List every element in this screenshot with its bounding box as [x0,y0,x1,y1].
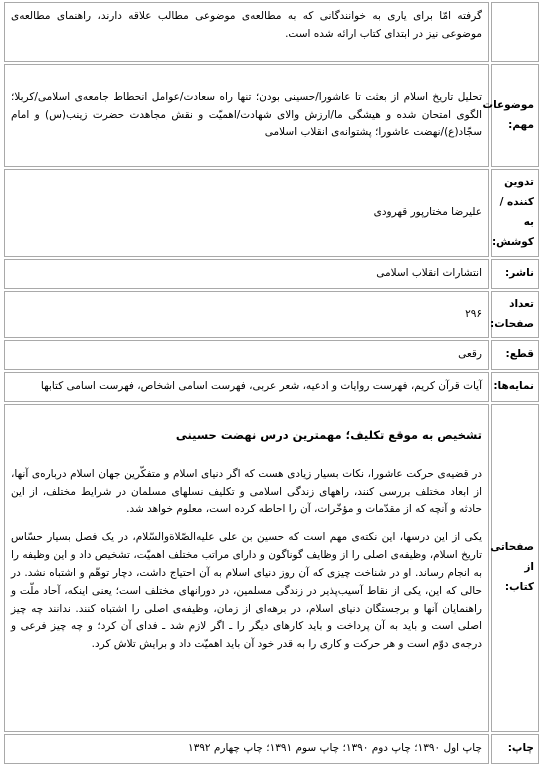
intro-row [4,2,539,62]
editions-row [4,734,539,764]
intro-text: گرفته امّا برای یاری به خوانندگانی که به مطالعه‌ی موضوعی مطالب علاقه دارند، راهنمای مطالعه‌ی موضوعی نیز در ابتدای کتاب ارائه شده است. [4,2,489,62]
topics-text: تحلیل تاریخ اسلام از بعثت تا عاشورا/حسینی بودن؛ تنها راه سعادت/عوامل انحطاط جامعه‌ی اسلامی/کربلا؛ الگوی امتحان شده و هیشگی ما/ارزش والای شهادت/اهمیّت و نقش مجاهدت حضرت زینب(س) و امام سجّاد(ع)/نهضت عاشورا؛ پشتوانه‌ی انقلاب اسلامی [11,90,482,139]
book-info-table [2,0,541,766]
pages-row [4,291,539,339]
pages-label: تعداد صفحات: [491,291,539,339]
indexes-text: آیات قرآن کریم، فهرست روایات و ادعیه، شعر عربی، فهرست اسامی اشخاص، فهرست اسامی کتابها [4,372,489,402]
sample-heading: تشخیص به موقع تکلیف؛ مهمترین درس نهضت حسینی [175,428,482,443]
topics-row [4,64,539,167]
editions-text: چاپ اول ۱۳۹۰؛ چاپ دوم ۱۳۹۰؛ چاپ سوم ۱۳۹۱؛ چاپ چهارم ۱۳۹۲ [4,734,489,764]
compiler-label: تدوین کننده / به کوشش: [491,169,539,257]
format-row [4,340,539,370]
topics-value [4,64,489,167]
format-label: قطع: [491,340,539,370]
indexes-label: نمایه‌ها: [491,372,539,402]
pages-value [4,291,489,339]
topics-label: موضوعات مهم: [491,64,539,167]
compiler-row [4,169,539,257]
format-text: رقعی [4,340,489,370]
publisher-label: ناشر: [491,259,539,289]
intro-label [491,2,539,62]
sample-row [4,404,539,732]
publisher-row [4,259,539,289]
compiler-value [4,169,489,257]
sample-label: صفحاتی از کتاب: [491,404,539,732]
compiler-text: علیرضا مختارپور قهرودی [373,205,482,218]
sample-paragraph-2: یکی از این درسها، این نکته‌ی مهم است که حسین بن علی علیه‌الصّلاةوالسّلام، در یک فصل بسیار حسّاس تاریخ اسلام، وظیفه‌ی اصلی را از وظایف گوناگون و دارای مراتب مختلف اهمیّت، تشخیص داد و این وظیفه را به انجام رساند. او در شناخت چیزی که آن روز دنیای اسلام به آن احتیاج داشت، دچار توهّم و اشتباه نشد. در حالی که این، یکی از نقاط آسیب‌پذیر در زندگی مسلمین، در دورانهای مختلف است؛ یعنی اینکه، آحاد ملّت و راهنمایان آنها و برجستگان دنیای اسلام، در برهه‌ای از زمان، وظیفه‌ی اصلی را اشتباه کنند. ندانند چه چیز اصلی است و باید به آن پرداخت و باید کارهای دیگر را ـ اگر لازم شد ـ فدای آن کرد؛ و چه چیز فرعی و درجه‌ی دوّم است و هر حرکت و کاری را به قدر خود آن باید اهمیّت داد و برایش تلاش کرد. [11,531,482,651]
indexes-row [4,372,539,402]
pages-text: ۲۹۶ [465,307,482,320]
editions-label: چاپ: [491,734,539,764]
sample-paragraph-1: در قضیه‌ی حرکت عاشورا، نکات بسیار زیادی هست که اگر دنیای اسلام و متفکّرین جهان اسلام درباره‌ی آنها، از ابعاد مختلف بررسی کنند، راههای زندگی اسلامی و تکلیف نسلهای مسلمان در شرایط مختلف، از این حادثه و آنچه که از مقدّمات و مؤخّرات، آن را احاطه کرده است، معلوم خواهد شد. [11,467,482,516]
sample-body [4,404,489,732]
publisher-text: انتشارات انقلاب اسلامی [4,259,489,289]
